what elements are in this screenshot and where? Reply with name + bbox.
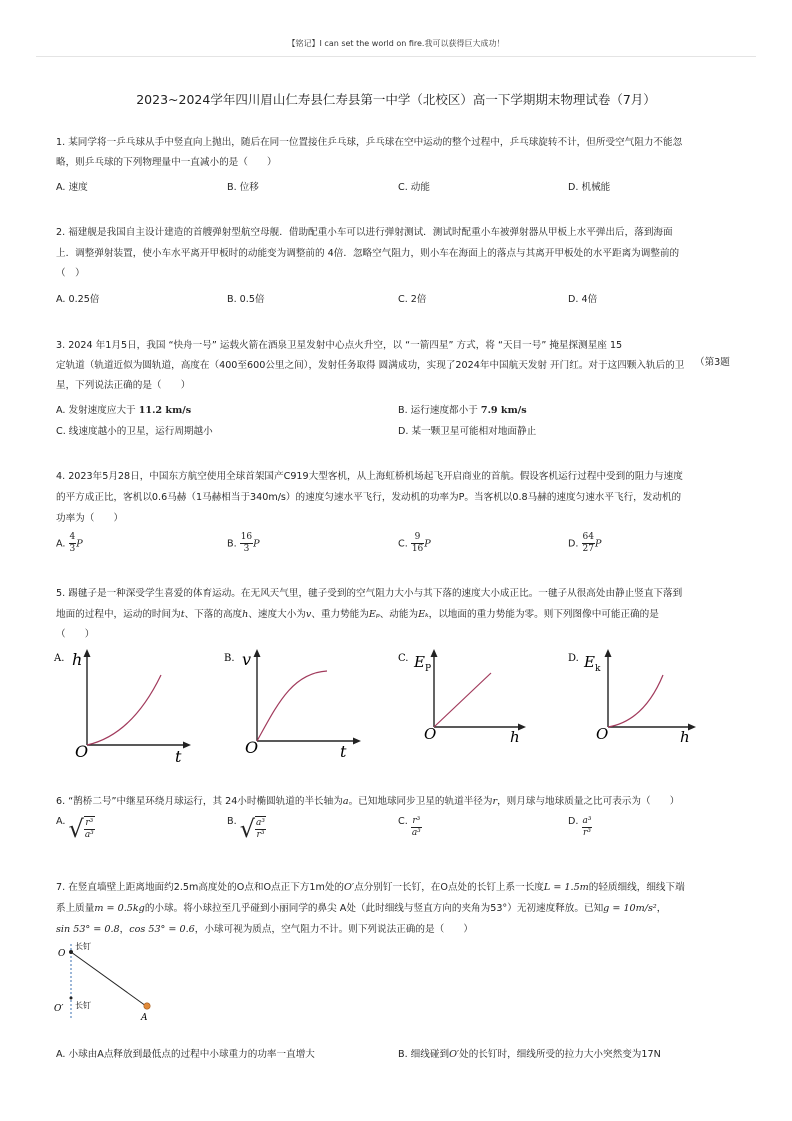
header-note: 【铭记】I can set the world on fire.我可以获得巨大成功！ (287, 39, 505, 48)
sqrt-icon: √ (68, 814, 84, 843)
numerator: 64 (582, 532, 594, 542)
q4-option-d-label: D. (568, 538, 579, 550)
q5-var-ep: Eₚ (368, 609, 380, 620)
q4-option-b-fraction (240, 532, 253, 555)
denominator: 16 (411, 544, 424, 554)
q5-graph-d-origin: O (596, 725, 609, 743)
header-divider (36, 56, 756, 57)
numerator: a³ (256, 818, 265, 828)
y-axis-arrow-icon (84, 649, 91, 657)
q7-diagram-nail1: 长钉 (75, 942, 91, 951)
numerator: 4 (69, 532, 76, 542)
denominator: 27 (582, 544, 594, 554)
q5-var-ek: Eₖ (418, 609, 429, 620)
q4-option-a[interactable] (56, 532, 83, 555)
q3-stem-line2: 定轨道（轨道近似为圆轨道，高度在（400至600公里之间），发射任务取得 圆满成功，实现了2024年中国航天发射 开门红。对于这四颗入轨后的卫 (56, 360, 685, 371)
q6-option-d-label: D. (568, 816, 579, 827)
ball-icon (144, 1003, 150, 1009)
denominator: 3 (243, 544, 250, 554)
q6-option-a-label: A. (56, 816, 66, 827)
q1-option-d[interactable]: D. 机械能 (568, 182, 611, 193)
q6-option-a-sqrt (69, 816, 95, 841)
q7-stem-line1 (56, 877, 685, 899)
q4-option-a-var: P (76, 538, 83, 550)
q4-option-c-var: P (424, 538, 431, 550)
q2-option-b[interactable]: B. 0.5倍 (227, 294, 265, 305)
q5-graph-d-xlabel: h (680, 728, 690, 746)
q6-option-b-sqrt (240, 816, 266, 841)
q3-option-b[interactable] (398, 402, 527, 416)
q7-stem-part-3b: ，小球可视为质点，空气阻力不计。则下列说法正确的是（ ） (194, 924, 473, 935)
y-axis-arrow-icon (254, 649, 261, 657)
q3-stem-line3: 星，下列说法正确的是（ ） (56, 380, 191, 391)
q5-stem-part-e: 、动能为 (379, 609, 419, 620)
q5-stem-part-c: 、速度大小为 (248, 609, 306, 620)
q3-option-c[interactable]: C. 线速度越小的卫星，运行周期越小 (56, 426, 213, 437)
denominator: r³ (256, 830, 265, 840)
q5-var-t: t (180, 609, 185, 620)
q6-option-c-label: C. (398, 816, 408, 827)
q4-option-c[interactable] (398, 532, 431, 555)
q5-graph-d[interactable] (562, 645, 712, 770)
q5-graph-a-xlabel: t (175, 747, 182, 766)
q5-graph-a[interactable] (52, 645, 202, 770)
y-axis-arrow-icon (431, 649, 438, 657)
numerator: 9 (411, 532, 424, 544)
q4-stem-line1: 4. 2023年5月28日，中国东方航空使用全球首架国产C919大型客机，从上海虹桥机场起飞开启商业的首航。假设客机运行过程中受到的阻力与速度 (56, 471, 683, 482)
q7-diagram-nail2: 长钉 (75, 1001, 91, 1010)
q5-graph-d-label: D. (568, 653, 579, 664)
q5-graph-c-ylabel-main: E (414, 653, 425, 671)
q3-option-b-value: 7.9 km/s (480, 405, 527, 416)
q2-option-c[interactable]: C. 2倍 (398, 294, 427, 305)
q4-option-c-label: C. (398, 538, 408, 550)
q6-option-d[interactable] (568, 816, 592, 839)
q7-stem-part-1b: 点分别钉一长钉，在O点处的长钉上系一长度 (354, 882, 544, 893)
q4-stem-line3: 功率为（ ） (56, 513, 124, 524)
denominator: a³ (84, 830, 94, 840)
q5-graph-d-ylabel-sub: k (594, 664, 601, 674)
q7-stem-line2 (56, 898, 666, 920)
q5-graph-c-label: C. (398, 653, 409, 664)
q1-stem-line1: 1. 某同学将一乒乓球从手中竖直向上抛出，随后在同一位置接住乒乓球，乒乓球在空中运动的整个过程中，乒乓球旋转不计，但所受空气阻力不能忽 (56, 137, 683, 148)
q7-option-a[interactable]: A. 小球由A点释放到最低点的过程中小球重力的功率一直增大 (56, 1049, 315, 1060)
q5-stem-part-a: 地面的过程中，运动的时间为 (56, 609, 181, 620)
q3-option-a-value: 11.2 km/s (138, 405, 192, 416)
q1-option-c[interactable]: C. 动能 (398, 182, 430, 193)
q3-stem-line1: 3. 2024 年1月5日，我国 “快舟一号” 运载火箭在酒泉卫星发射中心点火升空，以 “一箭四星” 方式，将 “天目一号” 掩星探测星座 15 (56, 340, 623, 351)
q5-graph-c-ylabel (413, 653, 431, 674)
q7-length-eq: L = 1.5m (543, 882, 589, 893)
q7-cos-eq: cos 53° = 0.6 (129, 924, 195, 935)
q3-option-a-text: A. 发射速度应大于 (56, 405, 136, 416)
q7-o-prime: O′ (344, 882, 355, 893)
q5-graph-a-ylabel: h (72, 650, 83, 669)
q7-pendulum-diagram (50, 940, 170, 1025)
q7-diagram-label-o-prime: O′ (54, 1004, 64, 1014)
denominator: 3 (69, 544, 76, 554)
q5-graph-d-ylabel (583, 653, 601, 674)
numerator: 16 (240, 532, 253, 542)
x-axis-arrow-icon (183, 742, 191, 749)
q7-stem-line3 (56, 919, 473, 941)
q7-stem-part-1a: 7. 在竖直墙壁上距离地面约2.5m高度处的O点和O点正下方1m处的 (56, 882, 345, 893)
q3-option-a[interactable] (56, 402, 191, 416)
q2-stem-line2: 上．调整弹射装置，使小车水平离开甲板时的动能变为调整前的 4倍．忽略空气阻力，则小车在海面上的落点与其离开甲板处的水平距离为调整前的 (56, 248, 680, 259)
q5-graph-b-origin: O (245, 738, 259, 757)
q5-graph-c-xlabel: h (510, 728, 520, 746)
q5-stem-part-b: 、下落的高度 (184, 609, 243, 620)
q1-option-b[interactable]: B. 位移 (227, 182, 259, 193)
q4-option-d[interactable] (568, 532, 601, 555)
q5-graph-b-ylabel: v (242, 650, 252, 669)
q6-option-a[interactable] (56, 816, 95, 841)
q7-mass-eq: m = 0.5kg (94, 903, 145, 914)
q2-option-d[interactable]: D. 4倍 (568, 294, 598, 305)
q5-stem-line1: 5. 踢毽子是一种深受学生喜爱的体育运动。在无风天气里，毽子受到的空气阻力大小与其下落的速度大小成正比。一毽子从很高处由静止竖直下落到 (56, 588, 683, 599)
q6-option-b[interactable] (227, 816, 266, 841)
q4-stem-line2: 的平方成正比，客机以0.6马赫（1马赫相当于340m/s）的速度匀速水平飞行，发动机的功率为P。当客机以0.8马赫的速度匀速水平飞行，发动机的 (56, 492, 682, 503)
q6-option-b-label: B. (227, 816, 237, 827)
q3-option-b-text: B. 运行速度都小于 (398, 405, 478, 416)
q6-option-d-fraction (582, 816, 593, 839)
q5-graph-a-curve (87, 675, 161, 745)
q5-graph-b-label: B. (224, 653, 235, 664)
q5-stem-line2 (56, 604, 659, 626)
q7-diagram-label-o: O (58, 949, 66, 959)
numerator: r³ (412, 816, 421, 826)
q2-stem-line3: （ ） (56, 268, 85, 279)
denominator: r³ (583, 828, 591, 838)
y-axis-arrow-icon (605, 649, 612, 657)
q2-stem-line1: 2. 福建舰是我国自主设计建造的首艘弹射型航空母舰．借助配重小车可以进行弹射测试．测试时配重小车被弹射器从甲板上水平弹出后，落到海面 (56, 227, 673, 238)
q6-stem (56, 791, 679, 813)
q5-graph-a-label: A. (54, 653, 65, 664)
q4-option-b-label: B. (227, 538, 237, 550)
q5-graph-c[interactable] (392, 645, 542, 770)
q4-option-a-label: A. (56, 538, 66, 550)
q6-stem-part-a: 6. “鹊桥二号”中继星环绕月球运行，其 24小时椭圆轨道的半长轴为 (56, 796, 343, 807)
q7-option-b-symbol: O′ (449, 1049, 460, 1060)
q6-option-c-fraction (411, 816, 422, 839)
q7-separator: ， (119, 924, 130, 935)
string-line (71, 952, 146, 1006)
numerator: a³ (582, 816, 592, 826)
denominator: a³ (411, 828, 421, 838)
q5-graph-b-xlabel: t (340, 742, 347, 761)
q7-diagram-label-a: A (141, 1013, 148, 1023)
q7-option-b-text: B. 细线碰到 (398, 1049, 450, 1060)
q7-stem-part-2c: ， (656, 903, 667, 914)
x-axis-arrow-icon (353, 738, 361, 745)
q7-stem-part-1c: 的轻质细线，细线下端 (588, 882, 685, 893)
q2-option-a[interactable]: A. 0.25倍 (56, 294, 100, 305)
q4-option-d-fraction (582, 532, 595, 555)
q7-sin-eq: sin 53° = 0.8 (56, 924, 120, 935)
q5-graph-c-curve (434, 673, 491, 727)
q7-option-b-rest: 处的长钉时，细线所受的拉力大小突然变为17N (459, 1049, 661, 1060)
nail-o-prime-icon (70, 997, 73, 1000)
q7-stem-part-2b: 的小球。将小球拉至几乎碰到小丽同学的鼻尖 A处（此时细线与竖直方向的夹角为53°）无初速度释放。已知 (144, 903, 604, 914)
page-title: 2023~2024学年四川眉山仁寿县仁寿县第一中学（北校区）高一下学期期末物理试卷（7月） (136, 92, 656, 107)
sqrt-icon: √ (239, 814, 255, 843)
q5-var-h: h (242, 609, 249, 620)
q1-stem-line2: 略，则乒乓球的下列物理量中一直减小的是（ ） (56, 157, 277, 168)
q5-stem-part-f: ，以地面的重力势能为零。则下列图像中可能正确的是 (428, 609, 659, 620)
q6-var-r: r (492, 796, 498, 807)
q6-stem-part-b: 。已知地球同步卫星的轨道半径为 (348, 796, 493, 807)
side-note: （第3题 (695, 357, 730, 368)
q5-graph-d-ylabel-main: E (584, 653, 595, 671)
q5-stem-part-d: 、重力势能为 (311, 609, 369, 620)
q5-graph-b-curve (257, 671, 327, 741)
q5-graph-b[interactable] (222, 645, 372, 770)
q7-g-eq: g = 10m/s² (603, 903, 657, 914)
q5-graph-a-origin: O (75, 742, 89, 761)
q6-option-c[interactable] (398, 816, 422, 839)
q5-stem-line3: （ ） (56, 629, 95, 640)
q5-graph-c-ylabel-sub: P (424, 664, 432, 674)
q4-option-d-var: P (594, 538, 602, 550)
q3-option-d[interactable]: D. 某一颗卫星可能相对地面静止 (398, 426, 537, 437)
q5-var-v: v (305, 609, 312, 620)
q7-option-b[interactable] (398, 1046, 661, 1060)
q1-option-a[interactable]: A. 速度 (56, 182, 88, 193)
q4-option-c-fraction (411, 532, 424, 555)
q5-graph-d-curve (608, 675, 663, 727)
numerator: r³ (85, 818, 94, 828)
q7-stem-part-2a: 系上质量 (56, 903, 95, 914)
q5-graph-c-origin: O (424, 725, 437, 743)
q6-stem-part-c: ，则月球与地球质量之比可表示为（ ） (497, 796, 680, 807)
q4-option-b[interactable] (227, 532, 260, 555)
q6-var-a: a (342, 796, 349, 807)
q4-option-b-var: P (253, 538, 260, 550)
